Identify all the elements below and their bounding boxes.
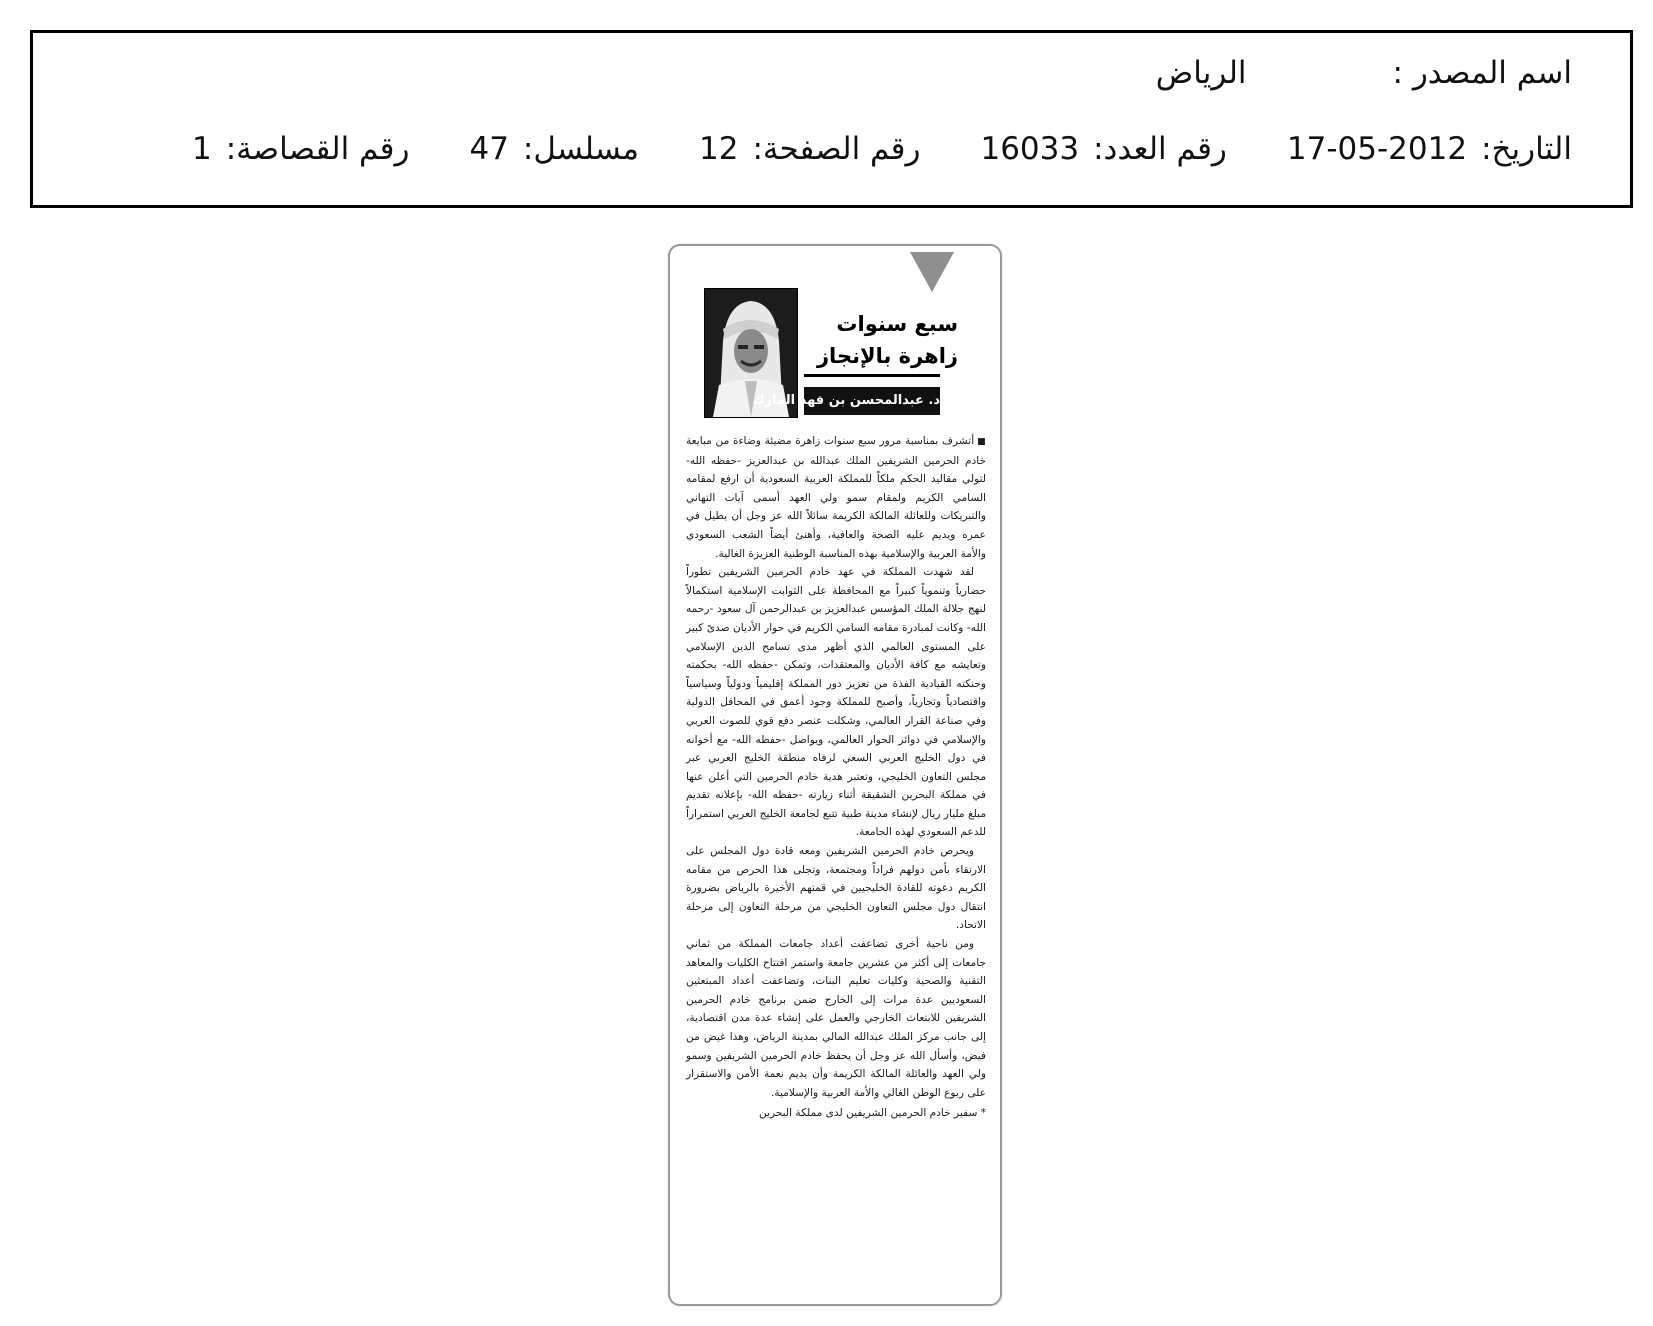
source-label: اسم المصدر : — [1392, 55, 1572, 91]
corner-arrow-icon — [910, 252, 954, 292]
author-byline: د. عبدالمحسن بن فهد المارك — [804, 387, 940, 415]
author-footnote: * سفير خادم الحرمين الشريفين لدى مملكة البحرين — [758, 1107, 986, 1120]
article-headline — [788, 308, 958, 372]
clipping-number-field — [192, 131, 409, 167]
source-row — [1156, 55, 1572, 91]
article-paragraph: ويحرص خادم الحرمين الشريفين ومعه قادة دول المجلس على الارتقاء بأمن دولهم فراداً ومجتمعة، وتجلى هذا الحرص من مقامه الكريم دعوته للقادة الخليجيين في قمتهم الأخيرة بالرياض بضرورة انتقال دول مجلس التعاون الخليجي من مرحلة التعاون إلى مرحلة الاتحاد. — [686, 845, 986, 932]
clipping-number-label: رقم القصاصة: — [225, 131, 410, 167]
article-paragraph — [686, 432, 986, 563]
headline-line-1: سبع سنوات — [836, 312, 958, 336]
article-paragraph: لقد شهدت المملكة في عهد خادم الحرمين الشريفين تطوراً حضارياً وتنموياً كبيراً مع المحافظة على الثوابت الإسلامية استكمالاً لنهج جلالة الملك المؤسس عبدالعزيز بن عبدالرحمن آل سعود -رحمه الله- وكانت لمبادرة مقامه السامي الكريم في حوار الأديان صدىً كبير على المستوى العالمي الذي أظهر مدى تسامح الدين الإسلامي وتعايشه مع كافة الأديان والمعتقدات، وتمكن -حفظه الله- بحكمته وحنكته القيادية الفذة من تعزيز دور المملكة إقليمياً ودولياً وسياسياً واقتصادياً وتجارياً، وأصبح للمملكة وجود أعمق في المحافل الدولية وفي صناعة القرار العالمي، وشكلت عنصر دفع قوي للصوت العربي والإسلامي في دوائر الحوار العالمي، ويواصل -حفظه الله- مع أخوانه في دول الخليج العربي السعي لرفاه منطقة الخليج العربي عبر مجلس التعاون الخليجي، وتعتبر هدية خادم الحرمين التي أعلن عنها في مملكة البحرين الشقيقة أثناء زيارته -حفظه الله- بإعلانه تقديم مبلغ مليار ريال لإنشاء مدينة طبية تتبع لجامعة الخليج العربي استمراراً للدعم السعودي لهذه الجامعة. — [686, 566, 986, 839]
clipping-metadata-box — [30, 30, 1633, 208]
date-label: التاريخ: — [1481, 131, 1572, 167]
details-row — [192, 131, 1572, 167]
article-paragraph: ومن ناحية أخرى تضاعفت أعداد جامعات المملكة من ثماني جامعات إلى أكثر من عشرين جامعة واستمر افتتاح الكليات والمعاهد التقنية والصحية وكليات تعليم البنات، وتضاعفت أعداد المبتعثين السعوديين عدة مرات إلى الخارج ضمن برنامج خادم الحرمين الشريفين للابتعاث الخارجي والعمل على إنشاء عدة مدن اقتصادية، إلى جانب مركز الملك عبدالله المالي بمدينة الرياض، وهذا غيض من فيض، وأسأل الله عز وجل أن يحفظ خادم الحرمين الشريفين وسمو ولي العهد والعائلة المالكة الكريمة وأن يديم نعمة الأمن والاستقرار على ربوع الوطن الغالي والأمة العربية والإسلامية. — [686, 938, 986, 1099]
square-bullet-icon: ■ — [977, 437, 986, 447]
article-body — [686, 432, 986, 1290]
paragraph-text: أتشرف بمناسبة مرور سبع سنوات زاهرة مضيئة وضاءة من مبايعة خادم الحرمين الشريفين الملك عبدالله بن عبدالعزيز -حفظه الله- لتولي مقاليد الحكم ملكاً للمملكة العربية السعودية أن ارفع لمقامه السامي الكريم ولمقام سمو ولي العهد أسمى آيات التهاني والتبريكات وللعائلة المالكة الكريمة سائلاً الله عز وجل أن يطيل في عمره ويديم عليه الصحة والعافية، وأهنئ أيضاً الشعب السعودي والأمة العربية والإسلامية بهذه المناسبة الوطنية العزيزة الغالية. — [686, 435, 986, 560]
page-label: رقم الصفحة: — [752, 131, 921, 167]
page-value: 12 — [699, 131, 739, 167]
source-value: الرياض — [1155, 55, 1247, 91]
headline-divider — [804, 374, 940, 377]
date-field — [1287, 131, 1572, 167]
issue-value: 16033 — [980, 131, 1080, 167]
page-field — [699, 131, 920, 167]
clipping-number-value: 1 — [192, 131, 212, 167]
serial-value: 47 — [469, 131, 509, 167]
issue-label: رقم العدد: — [1093, 131, 1227, 167]
issue-field — [980, 131, 1226, 167]
serial-label: مسلسل: — [522, 131, 640, 167]
serial-field — [469, 131, 639, 167]
date-value: 17-05-2012 — [1286, 131, 1468, 167]
newspaper-clipping — [668, 244, 1002, 1306]
headline-line-2: زاهرة بالإنجاز — [816, 344, 958, 368]
